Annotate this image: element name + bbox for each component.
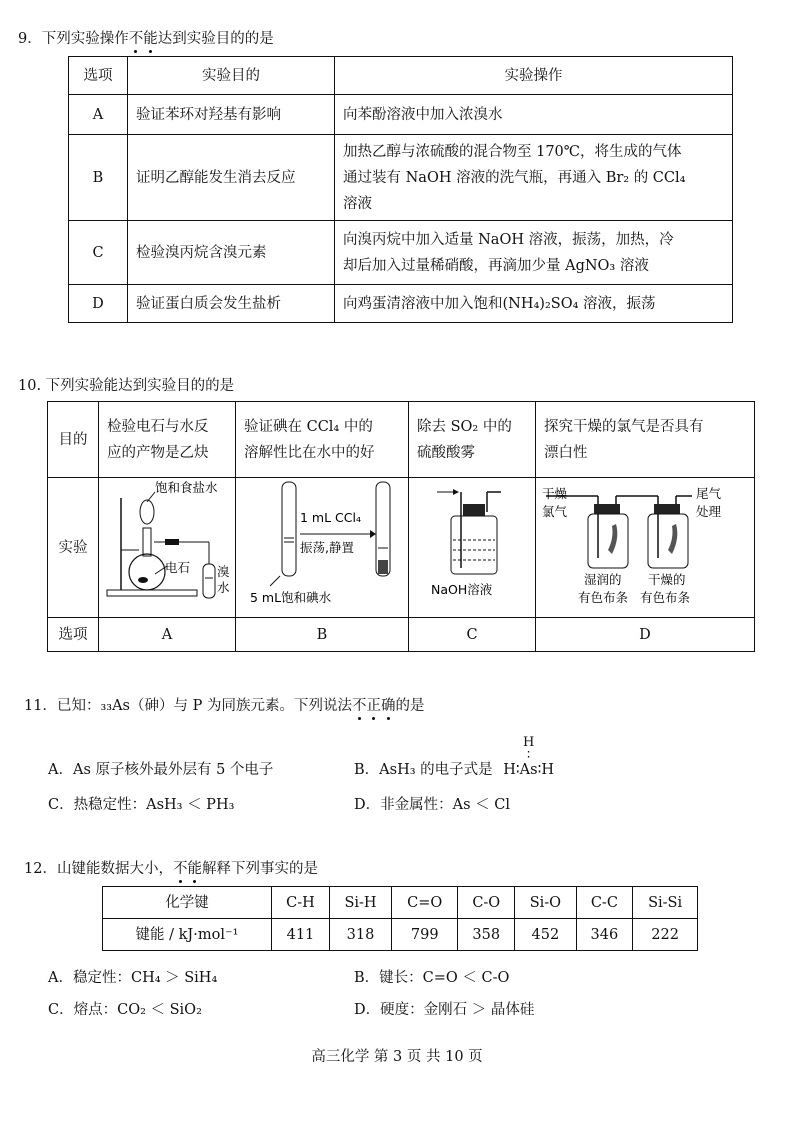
q12-option-d: D．硬度：金刚石 ＞ 晶体硅 xyxy=(354,1002,535,1018)
q12-header-bond: 化学键 xyxy=(103,887,272,919)
q9-op-line: 溶液 xyxy=(343,195,372,212)
q9-row-operation: 向苯酚溶液中加入浓溴水 xyxy=(335,95,733,135)
q12-emphasis-2: 能 xyxy=(187,857,202,878)
q12-option-a: A．稳定性：CH₄ ＞ SiH₄ xyxy=(48,970,218,986)
q10-apparatus-a xyxy=(99,478,236,618)
q9-header-option: 选项 xyxy=(69,57,128,95)
bond-name: Si-H xyxy=(329,887,391,919)
q9-row-option: B xyxy=(69,135,128,221)
label-tail-gas: 尾气 xyxy=(696,486,722,501)
q10-option-a: A xyxy=(99,618,236,652)
label-water: 水 xyxy=(217,580,230,595)
q10-purpose-line: 验证碘在 CCl₄ 中的 xyxy=(244,418,373,435)
q12-title-pre: 12．山键能数据大小， xyxy=(24,861,173,877)
q9-row-option: C xyxy=(69,221,128,285)
q10-option-b: B xyxy=(236,618,409,652)
q9-table xyxy=(68,56,733,323)
q10-purpose-line: 应的产物是乙炔 xyxy=(107,444,209,461)
q9-op-line: 加热乙醇与浓硫酸的混合物至 170℃，将生成的气体 xyxy=(343,143,682,160)
q10-option-row xyxy=(48,618,755,652)
q11-emphasis-2: 正 xyxy=(366,694,381,715)
bond-energy: 358 xyxy=(458,919,515,951)
q10-purpose-row xyxy=(48,402,755,478)
arsine-top-h: H ∶ xyxy=(522,735,535,763)
q9-row-operation xyxy=(335,221,733,285)
q12-header-energy: 键能 / kJ·mol⁻¹ xyxy=(103,919,272,951)
q9-title-post: 达到实验目的的是 xyxy=(157,31,274,47)
q10-option-c: C xyxy=(409,618,536,652)
bond-name: C-C xyxy=(576,887,633,919)
bond-energy: 411 xyxy=(272,919,330,951)
q11-option-b xyxy=(354,735,554,779)
q10-label-option: 选项 xyxy=(48,618,99,652)
q12-emphasis-1: 不 xyxy=(173,857,188,878)
bond-name: Si-O xyxy=(515,887,576,919)
iodine-extraction-diagram xyxy=(236,478,408,608)
bond-energy: 318 xyxy=(329,919,391,951)
bond-name: C=O xyxy=(392,887,458,919)
bond-name: C-O xyxy=(458,887,515,919)
label-dry: 干燥 xyxy=(542,486,568,501)
q10-purpose-b xyxy=(236,402,409,478)
q11-emphasis-1: 不 xyxy=(352,694,367,715)
arsine-electron-formula xyxy=(503,735,554,778)
q9-op-line: 向溴丙烷中加入适量 NaOH 溶液，振荡，加热，冷 xyxy=(343,231,674,248)
q9-emphasis-2: 能 xyxy=(143,27,158,48)
q9-row-option: A xyxy=(69,95,128,135)
q9-row-purpose: 验证苯环对羟基有影响 xyxy=(128,95,335,135)
q12-energy-row xyxy=(103,919,698,951)
q9-header-purpose: 实验目的 xyxy=(128,57,335,95)
bond-name: Si-Si xyxy=(633,887,698,919)
q12-title xyxy=(24,857,318,878)
q9-row-purpose: 验证蛋白质会发生盐析 xyxy=(128,285,335,323)
q11-option-a: A．As 原子核外最外层有 5 个电子 xyxy=(48,762,274,778)
label-saturated-brine: 饱和食盐水 xyxy=(155,480,218,495)
bond-energy: 799 xyxy=(392,919,458,951)
label-dry-cloth: 干燥的 xyxy=(648,572,686,587)
q10-apparatus-d xyxy=(536,478,755,618)
label-colored-cloth: 有色布条 xyxy=(578,590,629,605)
q11-title-post: 的是 xyxy=(395,698,425,714)
q9-row-b xyxy=(69,135,733,221)
q11-title-pre: 11．已知：₃₃As（砷）与 P 为同族元素。下列说法 xyxy=(24,698,352,714)
q10-label-experiment: 实验 xyxy=(48,478,99,618)
bond-energy: 346 xyxy=(576,919,633,951)
label-treatment: 处理 xyxy=(696,504,722,519)
q10-purpose-line: 漂白性 xyxy=(544,444,588,461)
q12-bond-table xyxy=(102,886,698,951)
q9-row-operation: 向鸡蛋清溶液中加入饱和(NH₄)₂SO₄ 溶液，振荡 xyxy=(335,285,733,323)
label-ccl4: 1 mL CCl₄ xyxy=(300,510,361,525)
bond-energy: 452 xyxy=(515,919,576,951)
q10-purpose-line: 除去 SO₂ 中的 xyxy=(417,418,512,435)
q9-row-d xyxy=(69,285,733,323)
q9-row-purpose: 检验溴丙烷含溴元素 xyxy=(128,221,335,285)
q10-purpose-c xyxy=(409,402,536,478)
arsine-formula-main: H∶As∶H xyxy=(503,762,554,778)
q10-label-purpose: 目的 xyxy=(48,402,99,478)
q9-header-operation: 实验操作 xyxy=(335,57,733,95)
q11-option-d: D．非金属性：As ＜ Cl xyxy=(354,797,510,813)
bond-energy: 222 xyxy=(633,919,698,951)
q9-title xyxy=(18,27,274,48)
page-footer: 高三化学 第 3 页 共 10 页 xyxy=(311,1049,483,1065)
chlorine-bleaching-diagram xyxy=(536,478,754,608)
label-chlorine: 氯气 xyxy=(542,504,568,519)
q12-title-post: 解释下列事实的是 xyxy=(201,861,318,877)
q9-emphasis-1: 不 xyxy=(129,27,144,48)
q9-row-a xyxy=(69,95,733,135)
q9-row-operation xyxy=(335,135,733,221)
q9-op-line: 却后加入过量稀硝酸，再滴加少量 AgNO₃ 溶液 xyxy=(343,257,649,274)
q11-emphasis-3: 确 xyxy=(381,694,396,715)
q9-row-purpose: 证明乙醇能发生消去反应 xyxy=(128,135,335,221)
label-bromine: 溴 xyxy=(217,564,230,579)
q10-experiment-row xyxy=(48,478,755,618)
q9-row-option: D xyxy=(69,285,128,323)
q10-purpose-a xyxy=(99,402,236,478)
q12-bond-row xyxy=(103,887,698,919)
gas-washing-bottle-diagram xyxy=(409,478,535,608)
q10-table xyxy=(47,401,755,652)
q9-op-line: 通过装有 NaOH 溶液的洗气瓶，再通入 Br₂ 的 CCl₄ xyxy=(343,169,686,186)
q9-title-pre: 9．下列实验操作 xyxy=(18,31,129,47)
q10-apparatus-b xyxy=(236,478,409,618)
q10-title: 10. 下列实验能达到实验目的的是 xyxy=(18,378,235,394)
bond-name: C-H xyxy=(272,887,330,919)
label-calcium-carbide: 电石 xyxy=(165,560,191,575)
label-colored-cloth: 有色布条 xyxy=(640,590,691,605)
q10-purpose-line: 溶解性比在水中的好 xyxy=(244,444,375,461)
q9-header-row xyxy=(69,57,733,95)
q10-purpose-line: 检验电石与水反 xyxy=(107,418,209,435)
label-iodine-water: 5 mL饱和碘水 xyxy=(250,590,332,605)
q10-purpose-line: 探究干燥的氯气是否具有 xyxy=(544,418,704,435)
label-shake-stand: 振荡,静置 xyxy=(300,540,354,555)
acetylene-apparatus-diagram xyxy=(99,478,235,608)
q9-row-c xyxy=(69,221,733,285)
q10-apparatus-c xyxy=(409,478,536,618)
q11-title xyxy=(24,694,424,715)
q10-option-d: D xyxy=(536,618,755,652)
label-naoh-solution: NaOH溶液 xyxy=(431,582,493,597)
q12-option-b: B．键长：C=O ＜ C-O xyxy=(354,970,510,986)
q11-option-c: C．热稳定性：AsH₃ ＜ PH₃ xyxy=(48,797,235,813)
q10-purpose-d xyxy=(536,402,755,478)
label-wet: 湿润的 xyxy=(584,572,622,587)
q11-option-b-text: B．AsH₃ 的电子式是 xyxy=(354,762,493,778)
q12-option-c: C．熔点：CO₂ ＜ SiO₂ xyxy=(48,1002,202,1018)
q10-purpose-line: 硫酸酸雾 xyxy=(417,444,475,461)
